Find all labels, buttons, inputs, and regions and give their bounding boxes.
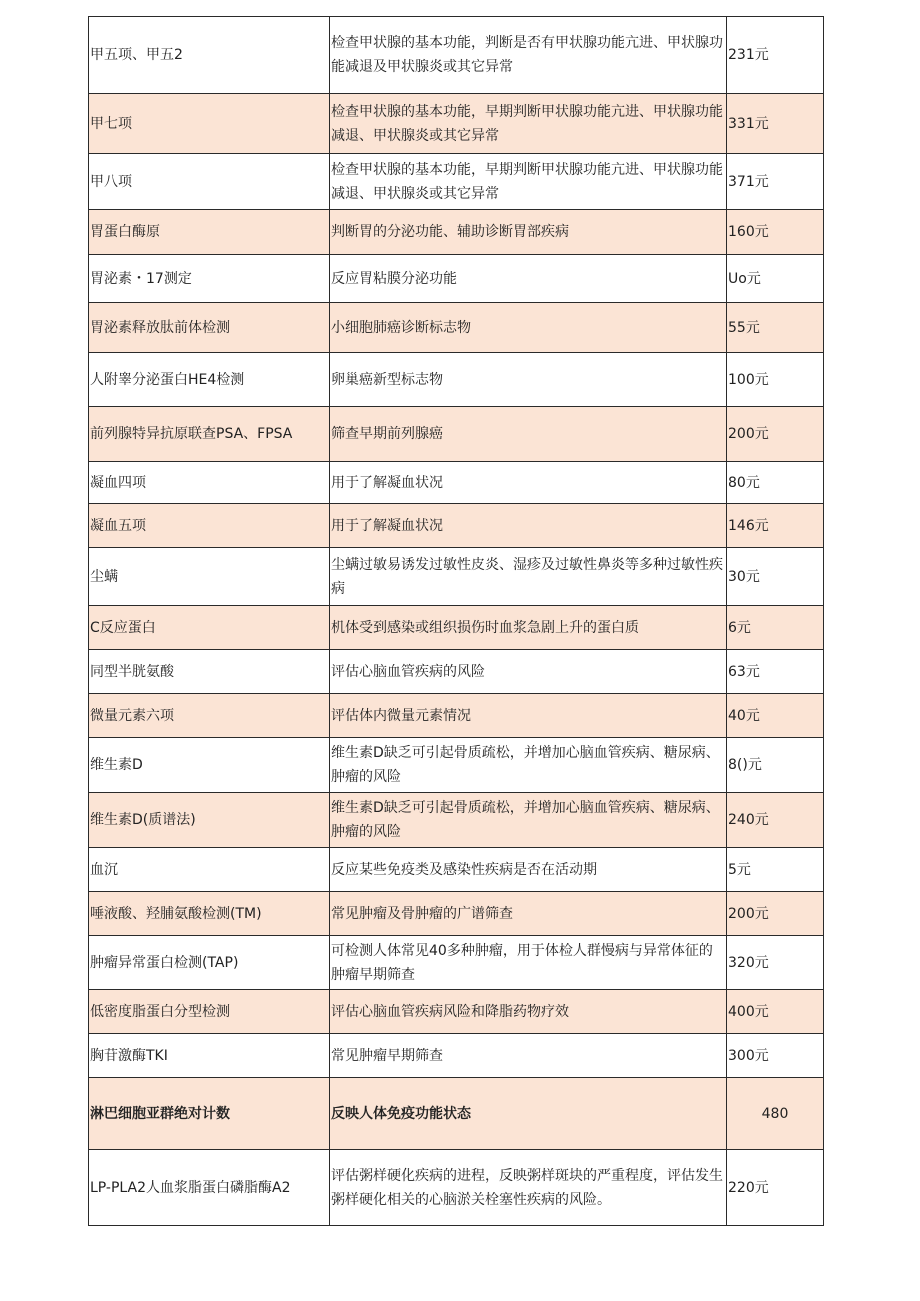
item-price-cell: 240元 (727, 793, 824, 848)
table-row (89, 210, 824, 255)
item-description-cell: 评估体内微量元素情况 (330, 694, 727, 738)
table-row (89, 936, 824, 990)
item-description-cell: 评估心脑血管疾病风险和降脂药物疗效 (330, 990, 727, 1034)
item-price-cell: 400元 (727, 990, 824, 1034)
item-name-cell: 凝血四项 (89, 462, 330, 504)
item-description-cell: 用于了解凝血状况 (330, 504, 727, 548)
item-name-cell: 维生素D (89, 738, 330, 793)
table-row (89, 990, 824, 1034)
item-name-cell: 维生素D(质谱法) (89, 793, 330, 848)
item-name-cell: 同型半胱氨酸 (89, 650, 330, 694)
item-price-cell: 331元 (727, 94, 824, 154)
item-name-cell: 血沉 (89, 848, 330, 892)
item-description-cell: 维生素D缺乏可引起骨质疏松，并增加心脑血管疾病、糖尿病、肿瘤的风险 (330, 738, 727, 793)
item-description-cell: 维生素D缺乏可引起骨质疏松，并增加心脑血管疾病、糖尿病、肿瘤的风险 (330, 793, 727, 848)
item-name-cell: 人附睾分泌蛋白HE4检测 (89, 353, 330, 407)
item-price-cell: 160元 (727, 210, 824, 255)
item-description-cell: 评估粥样硬化疾病的进程，反映粥样斑块的严重程度，评估发生粥样硬化相关的心脑淤关栓塞性疾病的风险。 (330, 1150, 727, 1226)
item-price-cell: 146元 (727, 504, 824, 548)
table-row (89, 606, 824, 650)
item-price-cell: 300元 (727, 1034, 824, 1078)
item-name-cell: 胸苷激酶TKI (89, 1034, 330, 1078)
item-price-cell: 6元 (727, 606, 824, 650)
item-price-cell: 63元 (727, 650, 824, 694)
table-row (89, 504, 824, 548)
item-price-cell: 8()元 (727, 738, 824, 793)
item-description-cell: 反映人体免疫功能状态 (330, 1078, 727, 1150)
price-table (88, 16, 824, 1226)
item-name-cell: 胃蛋白酶原 (89, 210, 330, 255)
table-row (89, 892, 824, 936)
item-description-cell: 判断胃的分泌功能、辅助诊断胃部疾病 (330, 210, 727, 255)
item-name-cell: 唾液酸、羟脯氨酸检测(TM) (89, 892, 330, 936)
item-description-cell: 检查甲状腺的基本功能，早期判断甲状腺功能亢进、甲状腺功能减退、甲状腺炎或其它异常 (330, 94, 727, 154)
item-name-cell: 尘螨 (89, 548, 330, 606)
item-price-cell: 5元 (727, 848, 824, 892)
item-price-cell: 80元 (727, 462, 824, 504)
item-name-cell: 凝血五项 (89, 504, 330, 548)
table-row (89, 353, 824, 407)
table-row (89, 694, 824, 738)
table-row (89, 462, 824, 504)
item-price-cell: 200元 (727, 892, 824, 936)
table-row (89, 1078, 824, 1150)
table-row (89, 154, 824, 210)
table-row (89, 548, 824, 606)
item-price-cell: 30元 (727, 548, 824, 606)
table-body (89, 17, 824, 1226)
table-row (89, 303, 824, 353)
table-row (89, 848, 824, 892)
item-description-cell: 机体受到感染或组织损伤时血浆急剧上升的蛋白质 (330, 606, 727, 650)
item-description-cell: 常见肿瘤及骨肿瘤的广谱筛查 (330, 892, 727, 936)
item-description-cell: 小细胞肺癌诊断标志物 (330, 303, 727, 353)
item-description-cell: 检查甲状腺的基本功能，判断是否有甲状腺功能亢进、甲状腺功能减退及甲状腺炎或其它异常 (330, 17, 727, 94)
item-name-cell: 甲八项 (89, 154, 330, 210)
item-name-cell: 肿瘤异常蛋白检测(TAP) (89, 936, 330, 990)
item-description-cell: 尘螨过敏易诱发过敏性皮炎、湿疹及过敏性鼻炎等多种过敏性疾病 (330, 548, 727, 606)
table-row (89, 407, 824, 462)
item-description-cell: 反应某些免疫类及感染性疾病是否在活动期 (330, 848, 727, 892)
item-description-cell: 卵巢癌新型标志物 (330, 353, 727, 407)
item-description-cell: 用于了解凝血状况 (330, 462, 727, 504)
item-price-cell: 220元 (727, 1150, 824, 1226)
item-price-cell: 231元 (727, 17, 824, 94)
table-row (89, 738, 824, 793)
item-description-cell: 可检测人体常见40多种肿瘤，用于体检人群慢病与异常体征的肿瘤早期筛查 (330, 936, 727, 990)
item-name-cell: 低密度脂蛋白分型检测 (89, 990, 330, 1034)
item-name-cell: 甲五项、甲五2 (89, 17, 330, 94)
item-name-cell: 胃泌素释放肽前体检测 (89, 303, 330, 353)
item-name-cell: C反应蛋白 (89, 606, 330, 650)
table-row (89, 1150, 824, 1226)
table-row (89, 94, 824, 154)
table-row (89, 17, 824, 94)
item-description-cell: 筛查早期前列腺癌 (330, 407, 727, 462)
item-name-cell: 甲七项 (89, 94, 330, 154)
item-price-cell: Uo元 (727, 255, 824, 303)
item-description-cell: 检查甲状腺的基本功能，早期判断甲状腺功能亢进、甲状腺功能减退、甲状腺炎或其它异常 (330, 154, 727, 210)
item-price-cell: 200元 (727, 407, 824, 462)
item-name-cell: 淋巴细胞亚群绝对计数 (89, 1078, 330, 1150)
item-name-cell: LP-PLA2人血浆脂蛋白磷脂酶A2 (89, 1150, 330, 1226)
item-description-cell: 常见肿瘤早期筛查 (330, 1034, 727, 1078)
item-description-cell: 评估心脑血管疾病的风险 (330, 650, 727, 694)
item-price-cell: 55元 (727, 303, 824, 353)
table-row (89, 650, 824, 694)
item-name-cell: 前列腺特异抗原联查PSA、FPSA (89, 407, 330, 462)
item-name-cell: 胃泌素・17测定 (89, 255, 330, 303)
item-price-cell: 320元 (727, 936, 824, 990)
item-name-cell: 微量元素六项 (89, 694, 330, 738)
table-row (89, 255, 824, 303)
item-price-cell: 371元 (727, 154, 824, 210)
item-price-cell: 40元 (727, 694, 824, 738)
item-description-cell: 反应胃粘膜分泌功能 (330, 255, 727, 303)
table-row (89, 793, 824, 848)
item-price-cell: 480 (727, 1078, 824, 1150)
table-row (89, 1034, 824, 1078)
item-price-cell: 100元 (727, 353, 824, 407)
